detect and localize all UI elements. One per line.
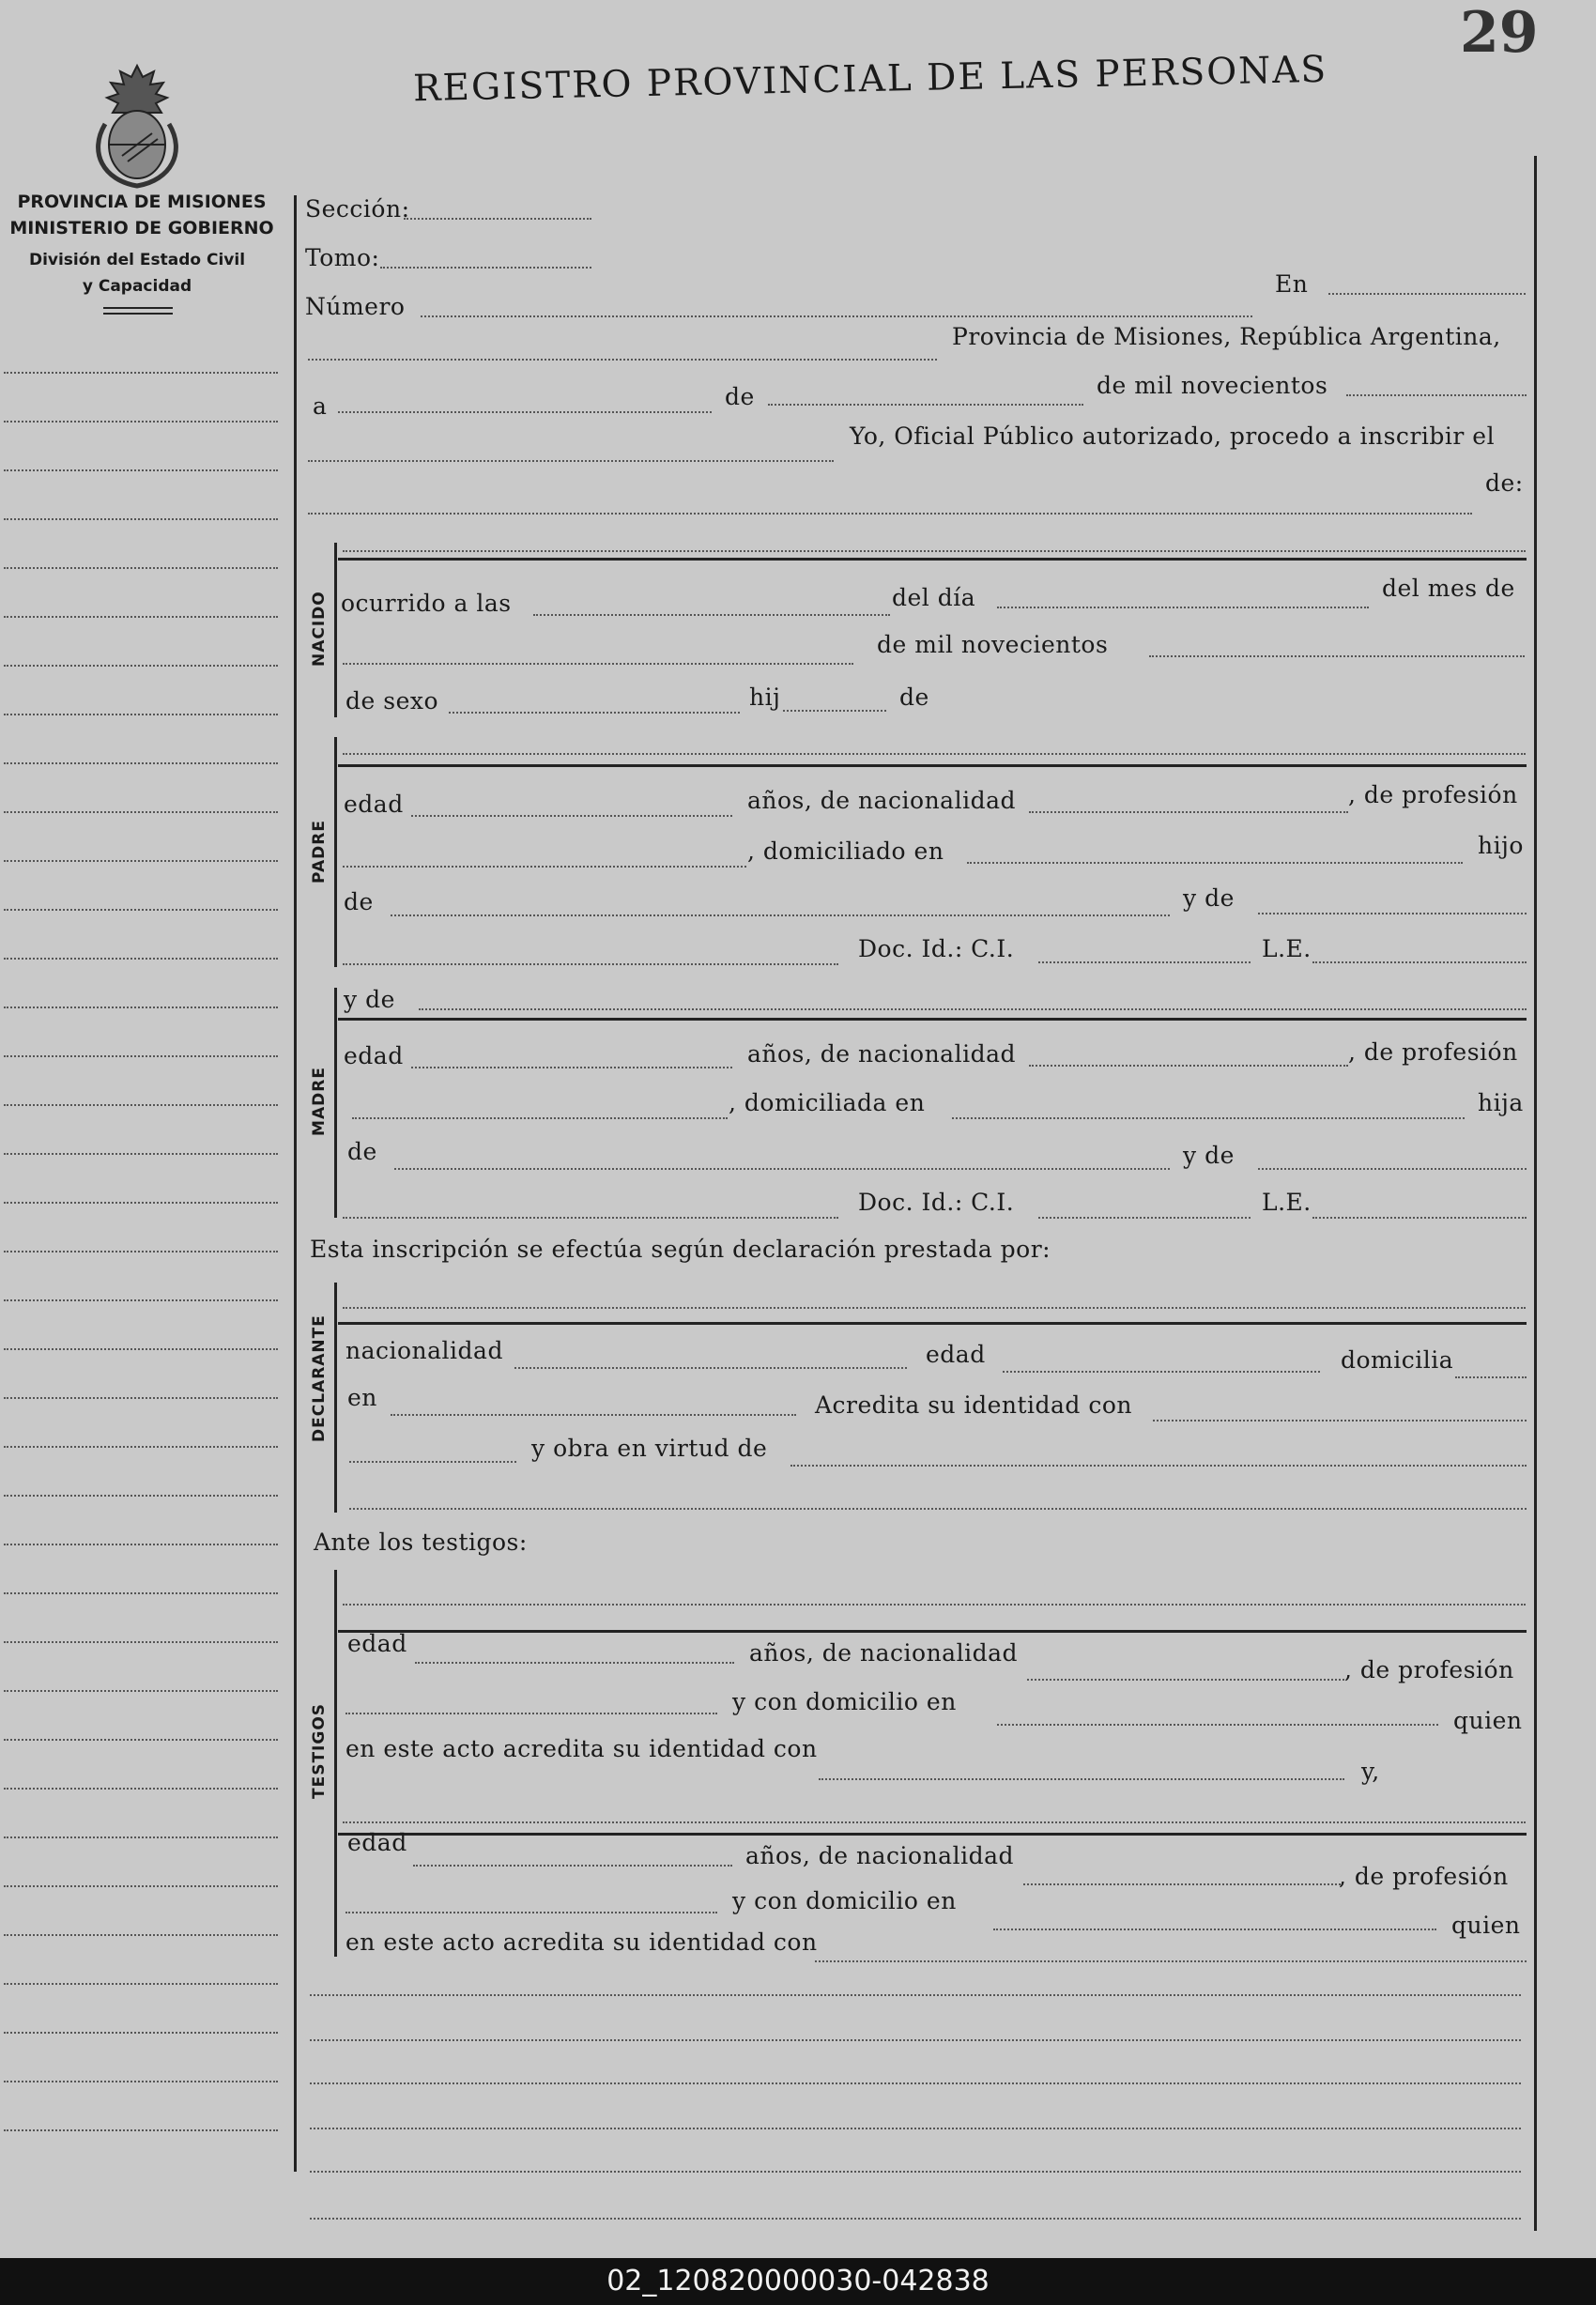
notes-line[interactable] [310,2128,1521,2129]
act-type-field[interactable] [308,513,1472,515]
padre-edad-field[interactable] [411,815,732,817]
declarante-edad-field[interactable] [1003,1371,1320,1373]
margin-note-line[interactable] [4,1934,278,1936]
declarante-extra-field[interactable] [349,1508,1527,1510]
madre-profesion-field[interactable] [352,1117,728,1119]
del-mes-label: del mes de [1382,575,1515,602]
testigo1-domicilio-field[interactable] [997,1724,1438,1726]
acredita-field[interactable] [1153,1420,1527,1421]
margin-note-line[interactable] [4,1885,278,1887]
margin-note-line[interactable] [4,1739,278,1741]
madre-edad-label: edad [344,1042,404,1069]
hija-label: hija [1478,1089,1524,1116]
day-field[interactable] [338,411,712,413]
numero-field[interactable] [421,315,1252,317]
testigo1-profesion-label: , de profesión [1344,1656,1514,1683]
birth-day-field[interactable] [997,607,1369,608]
page-title: REGISTRO PROVINCIAL DE LAS PERSONAS [412,48,1328,111]
margin-note-line[interactable] [4,1544,278,1545]
padre-le-label: L.E. [1262,935,1312,962]
margin-note-line[interactable] [4,860,278,862]
declarante-name-field[interactable] [343,1307,1526,1309]
domiciliado-label: , domiciliado en [747,837,944,865]
madre-y-de-label: y de [1183,1142,1235,1169]
margin-note-line[interactable] [4,1836,278,1838]
section-padre: PADRE [310,820,329,884]
ocurrido-label: ocurrido a las [341,590,512,617]
hour-field[interactable] [533,614,890,616]
testigo2-profesion-field[interactable] [345,1912,717,1913]
page-number: 29 [1460,0,1539,66]
testigo2-name-field[interactable] [343,1821,1526,1823]
de-label: de [725,383,755,410]
margin-note-line[interactable] [4,811,278,813]
margin-note-line[interactable] [4,665,278,667]
testigo2-domicilio-label: y con domicilio en [732,1887,957,1914]
margin-note-line[interactable] [4,1495,278,1497]
acredita-label: Acredita su identidad con [815,1391,1133,1419]
padre-profesion-label: , de profesión [1348,781,1518,808]
section-declarante: DECLARANTE [310,1314,329,1442]
madre-extra-field[interactable] [343,1217,838,1219]
margin-note-line[interactable] [4,1397,278,1399]
notes-line[interactable] [310,2171,1521,2173]
nacido-rule [334,543,337,717]
padre-domicilio-field[interactable] [967,862,1463,864]
madre-domicilio-field[interactable] [952,1117,1465,1119]
margin-note-line[interactable] [4,762,278,764]
birth-year-field[interactable] [1149,655,1525,657]
testigo2-profesion-label: , de profesión [1339,1863,1509,1890]
obra-field[interactable] [790,1465,1527,1467]
margin-note-line[interactable] [4,372,278,374]
declarante-nacionalidad-label: nacionalidad [345,1337,503,1364]
testigo1-divider [338,1630,1527,1633]
madre-edad-field[interactable] [411,1067,732,1068]
margin-note-line[interactable] [4,1348,278,1350]
testigo2-edad-field[interactable] [413,1865,732,1867]
padre-mother-field[interactable] [1258,913,1527,914]
sexo-label: de sexo [345,687,439,715]
de2-label: de: [1485,469,1524,497]
declarante-domicilio-field[interactable] [391,1414,796,1416]
year-field[interactable] [1346,394,1527,396]
header-underline [103,313,173,315]
margin-note-line[interactable] [4,469,278,471]
padre-ci-field[interactable] [1038,961,1251,963]
testigo1-y-label: y, [1361,1758,1380,1785]
yo-text: Yo, Oficial Público autorizado, procedo a inscribir el [850,423,1496,450]
domicilia-field[interactable] [1455,1376,1527,1378]
madre-mother-field[interactable] [1258,1168,1527,1170]
father-name-field[interactable] [343,753,1526,755]
declaracion-text: Esta inscripción se efectúa según declaración prestada por: [310,1236,1051,1263]
testigo2-domicilio-field[interactable] [993,1929,1436,1930]
margin-note-line[interactable] [4,909,278,911]
testigo1-anos-label: años, de nacionalidad [749,1639,1018,1667]
de-nacido-label: de [899,684,929,711]
testigo2-acredita-label: en este acto acredita su identidad con [345,1929,818,1956]
margin-note-line[interactable] [4,616,278,618]
margin-note-line[interactable] [4,2032,278,2034]
testigo1-acredita-label: en este acto acredita su identidad con [345,1735,818,1762]
madre-ci-field[interactable] [1038,1217,1251,1219]
hij-field[interactable] [783,710,886,712]
testigo1-name-field[interactable] [343,1604,1526,1606]
margin-note-line[interactable] [4,1202,278,1204]
obra-label: y obra en virtud de [531,1435,768,1462]
margin-note-line[interactable] [4,1641,278,1643]
declarante-doc-field[interactable] [349,1461,516,1463]
margin-note-line[interactable] [4,2129,278,2131]
testigo1-edad-field[interactable] [415,1662,734,1664]
padre-father-field[interactable] [391,914,1170,916]
padre-extra-field[interactable] [343,963,838,965]
section-madre: MADRE [310,1067,329,1136]
section-testigos: TESTIGOS [310,1702,329,1799]
madre-rule [334,988,337,1218]
padre-nacionalidad-field[interactable] [1029,811,1348,813]
margin-rule [294,195,297,2172]
testigo1-acredita-field[interactable] [819,1778,1344,1780]
declarante-nacionalidad-field[interactable] [514,1367,907,1369]
declarante-divider [338,1322,1527,1325]
en-label: En [1275,270,1309,298]
testigo1-profesion-field[interactable] [345,1713,717,1714]
testigo1-edad-label: edad [347,1630,407,1657]
testigos-rule [334,1570,337,1957]
month-field[interactable] [768,404,1083,406]
notes-line[interactable] [310,2218,1521,2220]
testigo2-edad-label: edad [347,1829,407,1856]
header-ministry: MINISTERIO DE GOBIERNO [9,218,274,238]
margin-note-line[interactable] [4,1055,278,1057]
coat-of-arms-icon [86,58,188,190]
margin-note-line[interactable] [4,2081,278,2082]
birth-month-field[interactable] [343,663,853,665]
section-nacido: NACIDO [310,591,329,667]
padre-doc-label: Doc. Id.: C.I. [858,935,1015,962]
hijo-label: hijo [1478,832,1524,859]
padre-edad-label: edad [344,791,404,818]
declarante-edad-label: edad [926,1341,986,1368]
madre-anos-label: años, de nacionalidad [747,1040,1016,1068]
scan-id: 02_120820000030-042838 [0,2258,1596,2305]
madre-le-label: L.E. [1262,1189,1312,1216]
margin-note-line[interactable] [4,567,278,569]
testigo1-domicilio-label: y con domicilio en [732,1688,957,1715]
padre-le-field[interactable] [1312,961,1527,963]
domicilia-label: domicilia [1341,1346,1454,1374]
sex-field[interactable] [449,712,740,714]
margin-note-line[interactable] [4,1983,278,1985]
margin-note-line[interactable] [4,958,278,960]
madre-profesion-label: , de profesión [1348,1038,1518,1066]
seccion-label: Sección: [305,195,410,223]
margin-note-line[interactable] [4,1446,278,1448]
notes-line[interactable] [310,2039,1521,2041]
padre-anos-label: años, de nacionalidad [747,787,1016,814]
padre-de-label: de [344,888,374,915]
ante-text: Ante los testigos: [314,1529,528,1556]
nacido-divider [338,558,1527,561]
padre-profesion-field[interactable] [343,866,746,868]
madre-divider [338,1018,1527,1021]
header-province: PROVINCIA DE MISIONES [17,192,267,212]
declarante-en-label: en [347,1384,377,1411]
margin-note-line[interactable] [4,1690,278,1692]
margin-note-line[interactable] [4,1299,278,1301]
testigo1-quien-label: quien [1453,1707,1523,1734]
margin-note-line[interactable] [4,1788,278,1790]
madre-father-field[interactable] [394,1168,1170,1170]
yo-field[interactable] [308,460,834,462]
de-mil-nacido-label: de mil novecientos [877,631,1109,658]
testigo2-acredita-field[interactable] [815,1960,1527,1962]
header-capacity: y Capacidad [82,277,192,296]
hij-label: hij [749,684,781,711]
margin-note-line[interactable] [4,1007,278,1008]
tomo-field[interactable] [380,267,591,269]
de-mil-label: de mil novecientos [1097,372,1328,399]
padre-divider [338,764,1527,767]
del-dia-label: del día [892,584,976,611]
notes-line[interactable] [310,2082,1521,2084]
province-text: Provincia de Misiones, República Argentina, [952,323,1501,350]
madre-nacionalidad-field[interactable] [1029,1065,1348,1067]
margin-note-line[interactable] [4,1104,278,1106]
margin-note-line[interactable] [4,1153,278,1155]
en-field[interactable] [1328,293,1526,295]
testigo2-divider [338,1833,1527,1836]
tomo-label: Tomo: [305,244,380,271]
domiciliada-label: , domiciliada en [729,1089,926,1116]
a-label: a [313,392,328,420]
notes-line[interactable] [310,1994,1521,1996]
margin-note-line[interactable] [4,518,278,520]
header-division: División del Estado Civil [28,251,246,269]
testigo2-nacionalidad-field[interactable] [1023,1883,1341,1885]
header-underline [103,307,173,309]
seccion-field[interactable] [404,218,591,220]
testigo1-nacionalidad-field[interactable] [1027,1679,1344,1681]
right-rule [1534,156,1537,2231]
margin-note-line[interactable] [4,1251,278,1252]
madre-doc-label: Doc. Id.: C.I. [858,1189,1015,1216]
margin-note-line[interactable] [4,714,278,715]
mother-name-field[interactable] [419,1008,1527,1010]
numero-label: Número [305,293,406,320]
madre-y-de-top-label: y de [344,986,395,1013]
padre-y-de-label: y de [1183,884,1235,912]
place-field[interactable] [308,359,937,361]
madre-de-label: de [347,1138,377,1165]
padre-rule [334,737,337,967]
testigo2-quien-label: quien [1451,1912,1521,1939]
madre-le-field[interactable] [1312,1217,1527,1219]
margin-note-line[interactable] [4,421,278,423]
declarante-rule [334,1283,337,1513]
margin-note-line[interactable] [4,1592,278,1594]
testigo2-anos-label: años, de nacionalidad [745,1842,1014,1869]
nacido-name-field[interactable] [343,550,1526,552]
